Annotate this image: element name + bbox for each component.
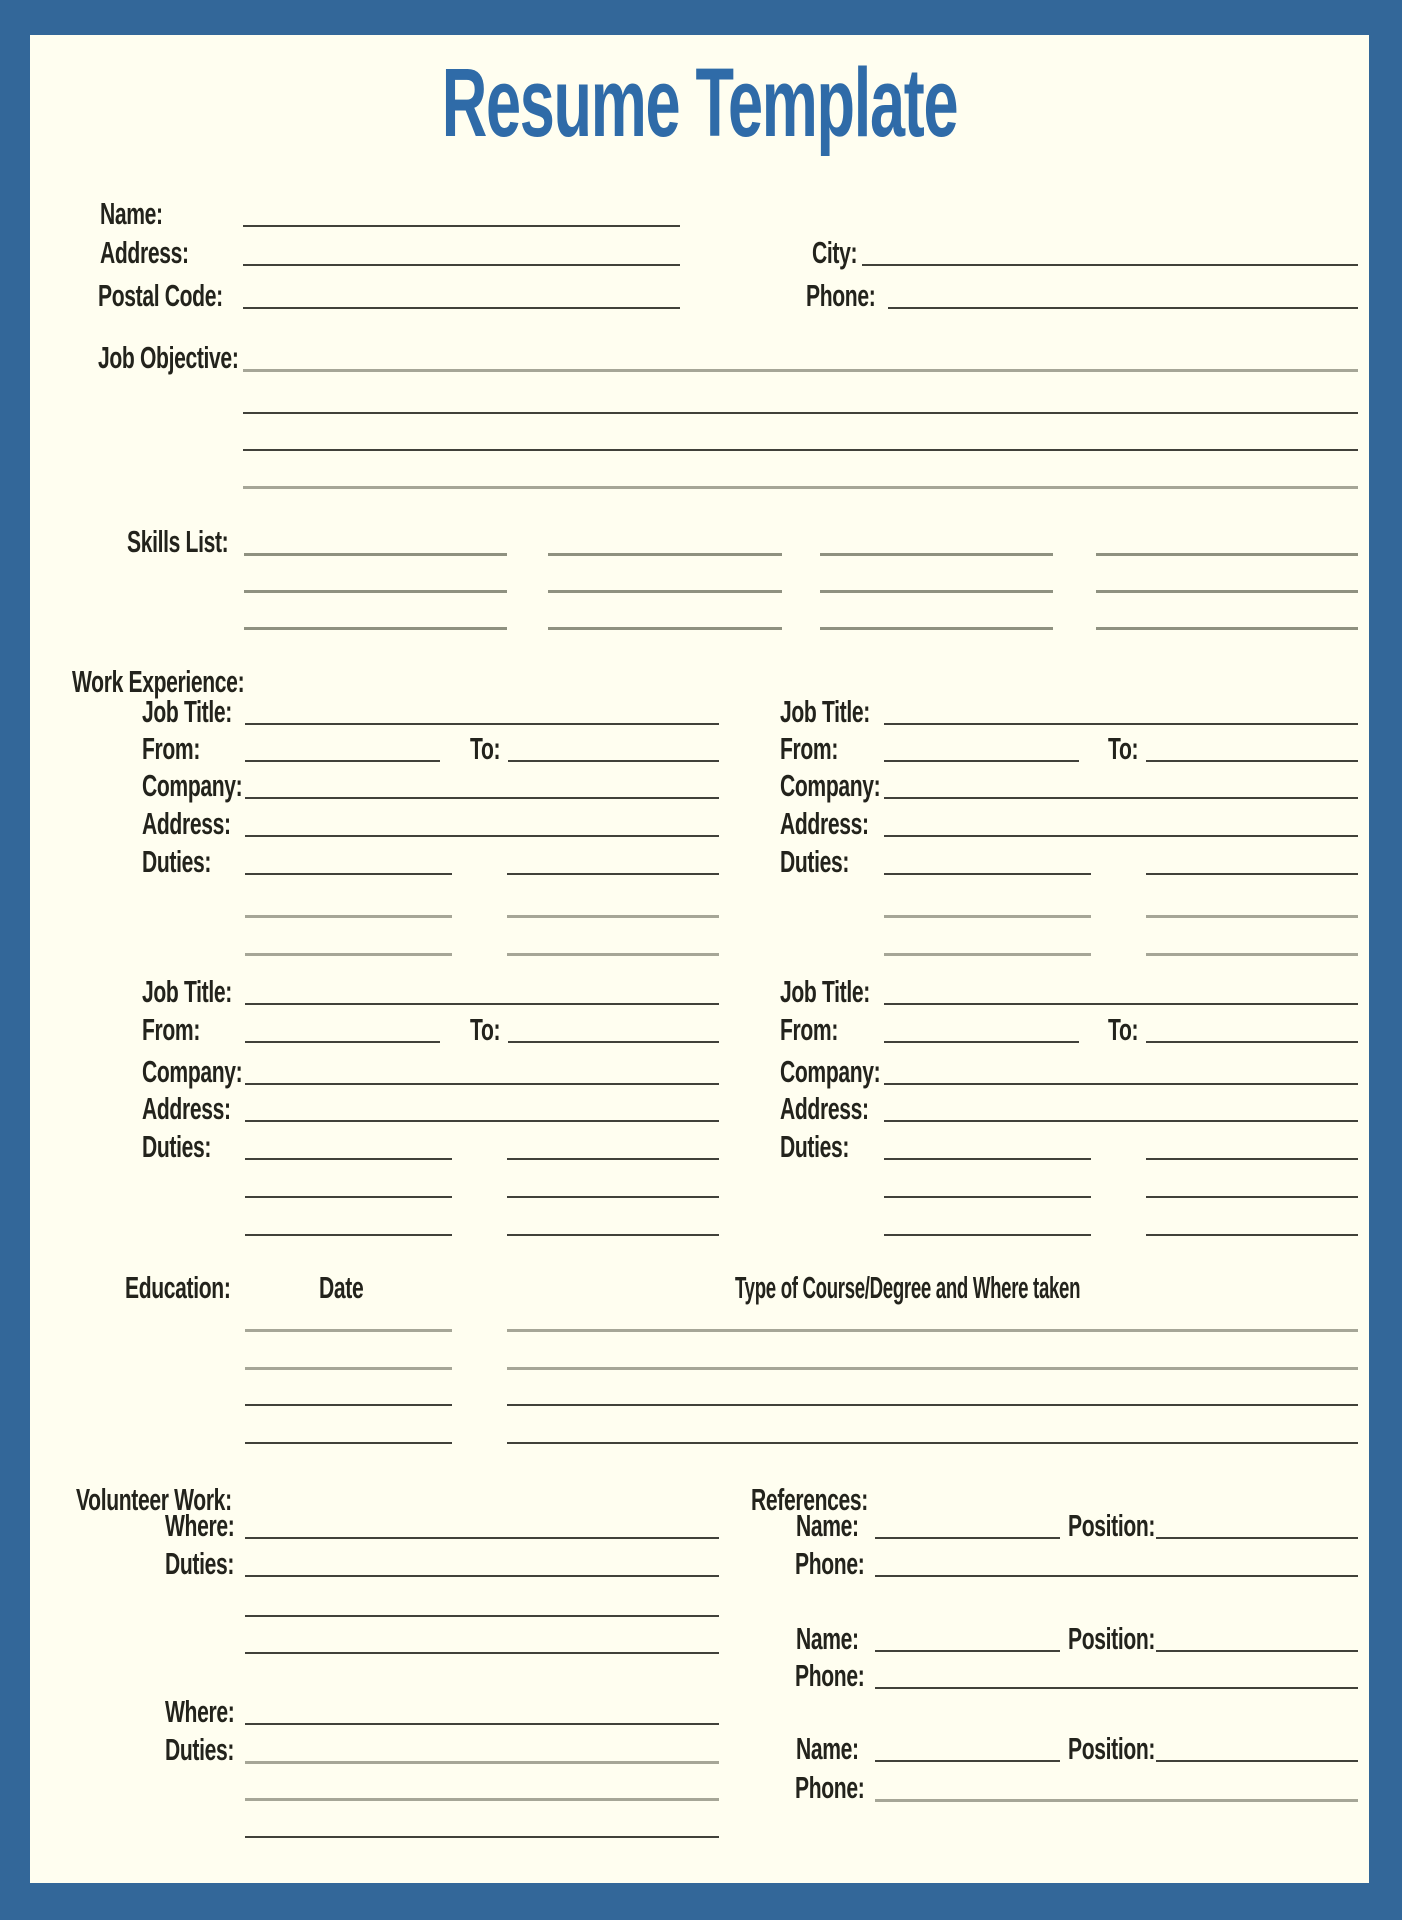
job3-duties-line-4[interactable]: [507, 1196, 719, 1198]
skills-line-r2-c1[interactable]: [244, 590, 507, 593]
job1-duties-line-2[interactable]: [507, 873, 719, 875]
job2-duties-line-1[interactable]: [884, 873, 1091, 875]
job4-duties-line-6[interactable]: [1146, 1234, 1358, 1236]
job1-title-label: Job Title:: [142, 694, 232, 729]
ref3-name-line[interactable]: [875, 1760, 1060, 1762]
ref2-position-label: Position:: [1068, 1621, 1156, 1656]
job3-to-line[interactable]: [508, 1041, 719, 1043]
vol1-where-line[interactable]: [245, 1537, 719, 1539]
job2-duties-label: Duties:: [780, 844, 850, 879]
name-label: Name:: [100, 196, 163, 231]
job1-to-label: To:: [470, 731, 501, 766]
job4-company-label: Company:: [780, 1054, 881, 1089]
name-line[interactable]: [243, 225, 680, 227]
job1-duties-label: Duties:: [142, 844, 212, 879]
edu-row4-course-line[interactable]: [507, 1442, 1358, 1444]
skills-line-r1-c2[interactable]: [548, 553, 782, 556]
ref3-phone-label: Phone:: [795, 1770, 865, 1805]
vol2-duties-label: Duties:: [165, 1732, 235, 1767]
ref1-phone-label: Phone:: [795, 1546, 865, 1581]
job2-duties-line-5[interactable]: [884, 953, 1091, 956]
skills-line-r3-c3[interactable]: [820, 627, 1053, 630]
paper-sheet: [30, 35, 1369, 1883]
job3-address-label: Address:: [142, 1091, 231, 1126]
vol2-duties-line-1[interactable]: [245, 1761, 719, 1764]
job4-from-line[interactable]: [884, 1041, 1079, 1043]
job3-duties-line-2[interactable]: [507, 1158, 719, 1160]
edu-row3-course-line[interactable]: [507, 1404, 1358, 1406]
education-date-header: Date: [319, 1270, 364, 1305]
job4-duties-label: Duties:: [780, 1129, 850, 1164]
references-heading: References:: [751, 1482, 868, 1517]
job3-company-line[interactable]: [245, 1083, 719, 1085]
vol1-duties-label: Duties:: [165, 1546, 235, 1581]
skills-line-r3-c2[interactable]: [548, 627, 782, 630]
skills-line-r1-c1[interactable]: [244, 553, 507, 556]
job4-from-label: From:: [780, 1012, 839, 1047]
edu-row2-date-line[interactable]: [245, 1367, 452, 1370]
city-label: City:: [812, 235, 858, 270]
ref2-name-line[interactable]: [875, 1650, 1060, 1652]
job4-duties-line-5[interactable]: [884, 1234, 1091, 1236]
job1-company-line[interactable]: [245, 797, 719, 799]
job4-title-label: Job Title:: [780, 974, 870, 1009]
job3-address-line[interactable]: [245, 1120, 719, 1122]
skills-line-r2-c3[interactable]: [820, 590, 1053, 593]
skills-line-r3-c4[interactable]: [1096, 627, 1358, 630]
job3-title-line[interactable]: [245, 1003, 719, 1005]
edu-row1-course-line[interactable]: [507, 1329, 1358, 1332]
ref3-name-label: Name:: [796, 1731, 859, 1766]
job2-title-line[interactable]: [884, 723, 1358, 725]
job3-duties-line-1[interactable]: [245, 1158, 452, 1160]
job3-from-label: From:: [142, 1012, 201, 1047]
job2-company-label: Company:: [780, 768, 881, 803]
skills-line-r1-c4[interactable]: [1096, 553, 1358, 556]
vol1-where-label: Where:: [165, 1508, 235, 1543]
job1-duties-line-5[interactable]: [245, 953, 452, 956]
job3-duties-line-5[interactable]: [245, 1234, 452, 1236]
job-objective-line-2[interactable]: [243, 412, 1358, 414]
job1-duties-line-3[interactable]: [245, 915, 452, 918]
ref1-name-label: Name:: [796, 1508, 859, 1543]
ref3-phone-line[interactable]: [875, 1799, 1358, 1802]
vol2-where-line[interactable]: [245, 1723, 719, 1725]
job4-duties-line-4[interactable]: [1146, 1196, 1358, 1198]
job4-address-line[interactable]: [884, 1120, 1358, 1122]
job4-duties-line-1[interactable]: [884, 1158, 1091, 1160]
job-objective-line-3[interactable]: [243, 449, 1358, 451]
job2-duties-line-4[interactable]: [1146, 915, 1358, 918]
job2-duties-line-3[interactable]: [884, 915, 1091, 918]
job1-duties-line-1[interactable]: [245, 873, 452, 875]
address-label: Address:: [100, 235, 189, 270]
edu-row3-date-line[interactable]: [245, 1404, 452, 1406]
edu-row2-course-line[interactable]: [507, 1367, 1358, 1370]
skills-line-r3-c1[interactable]: [244, 627, 507, 630]
ref3-position-label: Position:: [1068, 1731, 1156, 1766]
job4-company-line[interactable]: [884, 1083, 1358, 1085]
ref2-position-line[interactable]: [1156, 1650, 1358, 1652]
vol1-duties-line-2[interactable]: [245, 1615, 719, 1617]
job2-to-line[interactable]: [1146, 760, 1358, 762]
ref2-name-label: Name:: [796, 1621, 859, 1656]
phone-line[interactable]: [888, 307, 1358, 309]
job1-address-line[interactable]: [245, 835, 719, 837]
vol1-duties-line-3[interactable]: [245, 1652, 719, 1654]
vol2-duties-line-3[interactable]: [245, 1836, 719, 1838]
postal-code-label: Postal Code:: [98, 278, 223, 313]
job1-address-label: Address:: [142, 806, 231, 841]
job3-title-label: Job Title:: [142, 974, 232, 1009]
ref1-position-line[interactable]: [1156, 1537, 1358, 1539]
ref1-position-label: Position:: [1068, 1508, 1156, 1543]
edu-row1-date-line[interactable]: [245, 1329, 452, 1332]
job1-from-line[interactable]: [245, 760, 440, 762]
job3-to-label: To:: [470, 1012, 501, 1047]
job1-duties-line-6[interactable]: [507, 953, 719, 956]
ref3-position-line[interactable]: [1156, 1760, 1358, 1762]
job1-company-label: Company:: [142, 768, 243, 803]
job4-title-line[interactable]: [884, 1003, 1358, 1005]
job2-from-label: From:: [780, 731, 839, 766]
job2-from-line[interactable]: [884, 760, 1079, 762]
job2-to-label: To:: [1108, 731, 1139, 766]
title-row: [30, 48, 1369, 158]
job4-duties-line-2[interactable]: [1146, 1158, 1358, 1160]
job4-to-line[interactable]: [1146, 1041, 1358, 1043]
job-objective-line-1[interactable]: [243, 369, 1358, 372]
skills-line-r2-c4[interactable]: [1096, 590, 1358, 593]
job3-from-line[interactable]: [245, 1041, 440, 1043]
job2-address-line[interactable]: [884, 835, 1358, 837]
ref1-name-line[interactable]: [875, 1537, 1060, 1539]
vol2-where-label: Where:: [165, 1694, 235, 1729]
education-heading: Education:: [125, 1270, 231, 1305]
ref2-phone-line[interactable]: [875, 1687, 1358, 1689]
job1-to-line[interactable]: [508, 760, 719, 762]
job2-duties-line-2[interactable]: [1146, 873, 1358, 875]
skills-line-r1-c3[interactable]: [820, 553, 1053, 556]
ref2-phone-label: Phone:: [795, 1658, 865, 1693]
skills-line-r2-c2[interactable]: [548, 590, 782, 593]
skills-list-label: Skills List:: [127, 524, 229, 559]
job3-duties-line-6[interactable]: [507, 1234, 719, 1236]
job4-to-label: To:: [1108, 1012, 1139, 1047]
work-experience-heading: Work Experience:: [72, 664, 245, 699]
job2-address-label: Address:: [780, 806, 869, 841]
edu-row4-date-line[interactable]: [245, 1442, 452, 1444]
job1-duties-line-4[interactable]: [507, 915, 719, 918]
job-objective-label: Job Objective:: [98, 340, 239, 375]
page-title: Resume Template: [441, 48, 958, 157]
volunteer-work-heading: Volunteer Work:: [76, 1482, 232, 1517]
vol1-duties-line-1[interactable]: [245, 1575, 719, 1577]
job3-duties-label: Duties:: [142, 1129, 212, 1164]
address-line[interactable]: [243, 264, 680, 266]
job4-address-label: Address:: [780, 1091, 869, 1126]
job1-from-label: From:: [142, 731, 201, 766]
job2-duties-line-6[interactable]: [1146, 953, 1358, 956]
job2-company-line[interactable]: [884, 797, 1358, 799]
ref1-phone-line[interactable]: [875, 1575, 1358, 1577]
job2-title-label: Job Title:: [780, 694, 870, 729]
job3-duties-line-3[interactable]: [245, 1196, 452, 1198]
vol2-duties-line-2[interactable]: [245, 1798, 719, 1801]
postal-code-line[interactable]: [243, 307, 680, 309]
job-objective-line-4[interactable]: [243, 486, 1358, 489]
job4-duties-line-3[interactable]: [884, 1196, 1091, 1198]
education-course-header: Type of Course/Degree and Where taken: [735, 1270, 1081, 1305]
job3-company-label: Company:: [142, 1054, 243, 1089]
city-line[interactable]: [862, 264, 1358, 266]
phone-label: Phone:: [806, 278, 876, 313]
job1-title-line[interactable]: [245, 723, 719, 725]
